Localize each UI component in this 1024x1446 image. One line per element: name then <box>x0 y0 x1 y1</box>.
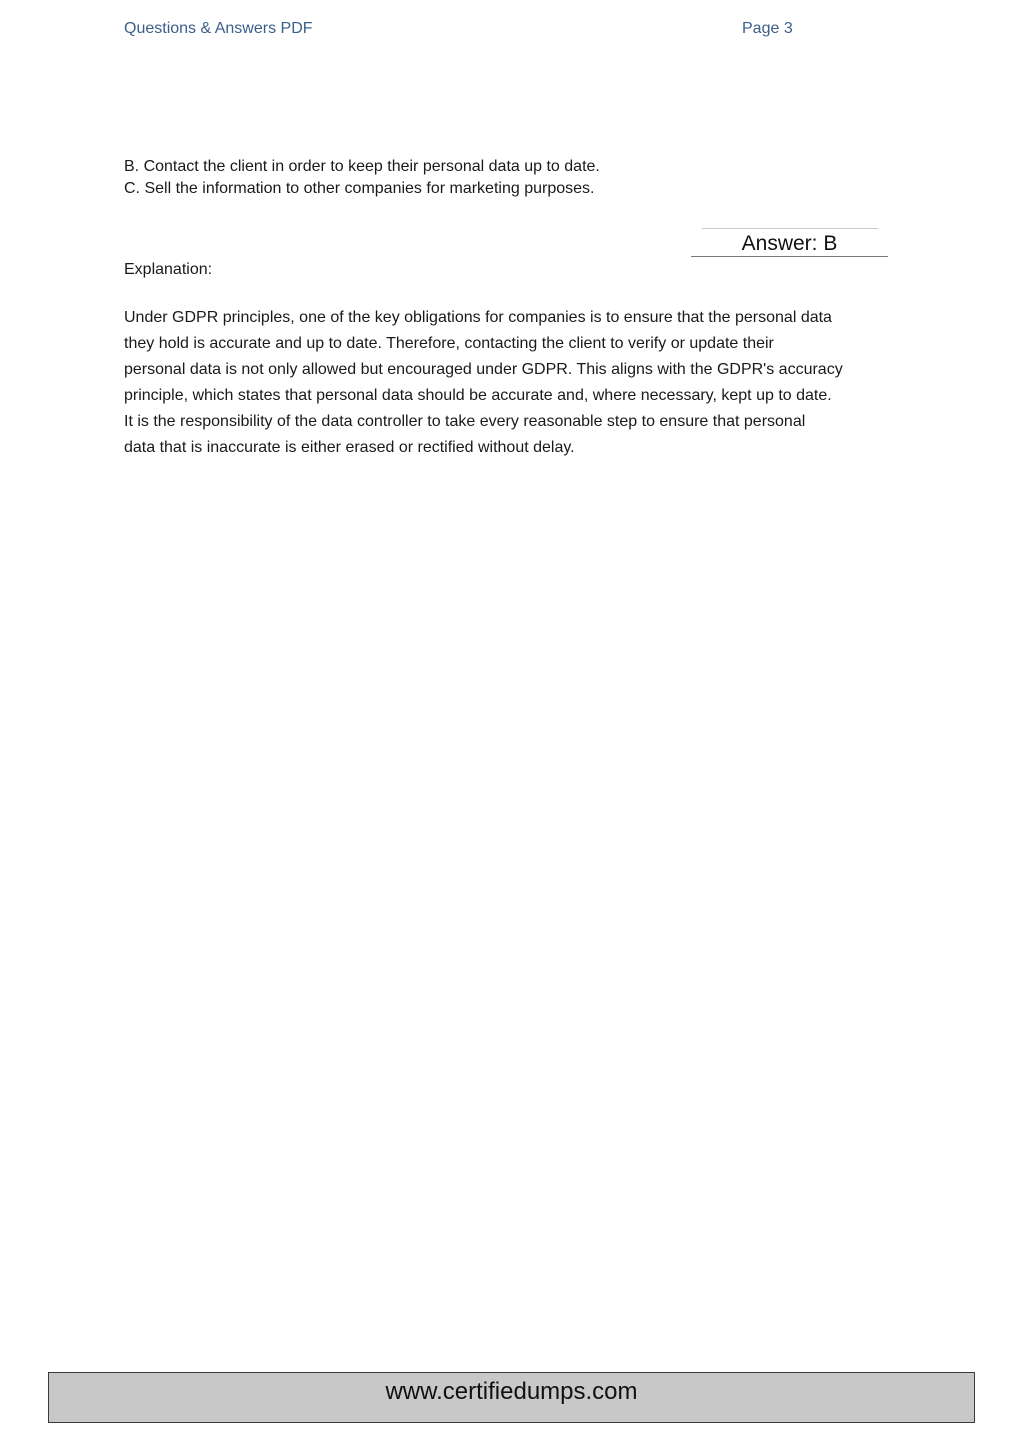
header-title: Questions & Answers PDF <box>124 20 313 37</box>
explanation-line: personal data is not only allowed but encouraged under GDPR. This aligns with the GDPR's accuracy <box>124 361 843 378</box>
footer-banner <box>48 1372 975 1423</box>
explanation-line: It is the responsibility of the data controller to take every reasonable step to ensure that personal <box>124 413 806 430</box>
page-number: Page 3 <box>742 20 793 37</box>
answer-bottom-rule <box>691 256 888 257</box>
answer-box <box>691 228 888 256</box>
explanation-line: they hold is accurate and up to date. Therefore, contacting the client to verify or update their <box>124 335 774 352</box>
explanation-line: data that is inaccurate is either erased or rectified without delay. <box>124 439 575 456</box>
footer-site-link[interactable]: www.certifiedumps.com <box>385 1378 638 1405</box>
option-b: B. Contact the client in order to keep their personal data up to date. <box>124 158 600 175</box>
option-c: C. Sell the information to other companies for marketing purposes. <box>124 180 595 197</box>
answer-top-rule <box>702 228 878 229</box>
explanation-line: principle, which states that personal data should be accurate and, where necessary, kept up to date. <box>124 387 832 404</box>
explanation-label: Explanation: <box>124 261 213 278</box>
answer-text: Answer: B <box>741 232 838 255</box>
explanation-line: Under GDPR principles, one of the key obligations for companies is to ensure that the personal data <box>124 309 832 326</box>
explanation-body <box>124 305 924 461</box>
